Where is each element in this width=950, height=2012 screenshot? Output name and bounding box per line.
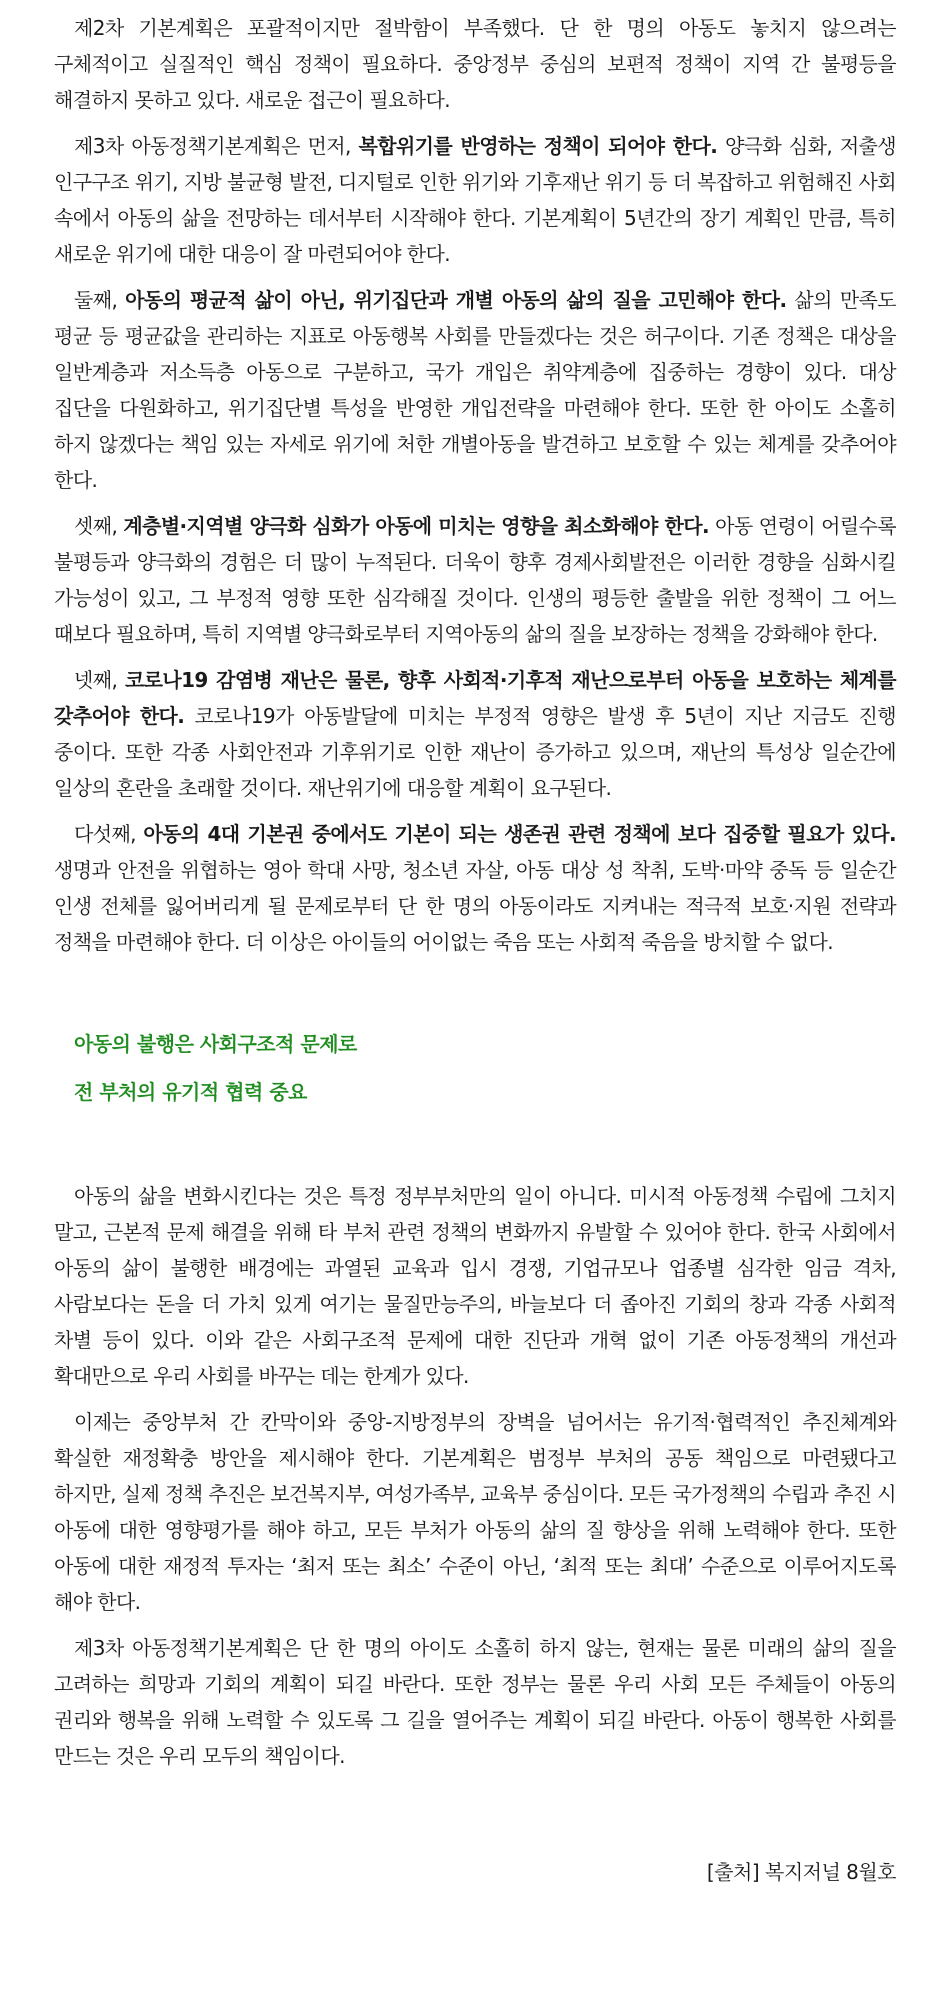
point-3-emphasis: 계층별·지역별 양극화 심화가 아동에 미치는 영향을 최소화해야 한다. [123, 514, 709, 538]
point-paragraph-2: 둘째, 아동의 평균적 삶이 아닌, 위기집단과 개별 아동의 삶의 질을 고민해야 한다. 삶의 만족도 평균 등 평균값을 관리하는 지표로 아동행복 사회를 만들겠다는 것은 허구이다. 기존 정책은 대상을 일반계층과 저소득층 아동으로 구분하고, 국가 개입은 취약계층에 집중하는 경향이 있다. 대상 집단을 다원화하고, 위기집단별 특성을 반영한 개입전략을 마련해야 한다. 또한 한 아이도 소홀히 하지 않겠다는 책임 있는 자세로 위기에 처한 개별아동을 발견하고 보호할 수 있는 체계를 갖추어야 한다. [54, 288, 896, 492]
section-paragraph-3: 제3차 아동정책기본계획은 단 한 명의 아이도 소홀히 하지 않는, 현재는 물론 미래의 삶의 질을 고려하는 희망과 기회의 계획이 되길 바란다. 또한 정부는 물론 우리 사회 모든 주체들이 아동의 권리와 행복을 위해 노력할 수 있도록 그 길을 열어주는 계획이 되길 바란다. 아동이 행복한 사회를 만드는 것은 우리 모두의 책임이다. [54, 1636, 896, 1768]
point-2-emphasis: 아동의 평균적 삶이 아닌, 위기집단과 개별 아동의 삶의 질을 고민해야 한다. [125, 288, 787, 312]
source-citation: [출처] 복지저널 8월호 [706, 1860, 896, 1884]
section-heading-line-1: 아동의 불행은 사회구조적 문제로 [74, 1032, 357, 1056]
point-1-emphasis: 복합위기를 반영하는 정책이 되어야 한다. [358, 134, 718, 158]
point-paragraph-5: 다섯째, 아동의 4대 기본권 중에서도 기본이 되는 생존권 관련 정책에 보다 집중할 필요가 있다. 생명과 안전을 위협하는 영아 학대 사망, 청소년 자살, 아동 대상 성 착취, 도박·마약 중독 등 일순간 인생 전체를 잃어버리게 될 문제로부터 단 한 명의 아동이라도 지켜내는 적극적 보호·지원 전략과 정책을 마련해야 한다. 더 이상은 아이들의 어이없는 죽음 또는 사회적 죽음을 방치할 수 없다. [54, 822, 896, 954]
section-paragraph-2: 이제는 중앙부처 간 칸막이와 중앙-지방정부의 장벽을 넘어서는 유기적·협력적인 추진체계와 확실한 재정확충 방안을 제시해야 한다. 기본계획은 범정부 부처의 공동 책임으로 마련됐다고 하지만, 실제 정책 추진은 보건복지부, 여성가족부, 교육부 중심이다. 모든 국가정책의 수립과 추진 시 아동에 대한 영향평가를 해야 하고, 모든 부처가 아동의 삶의 질 향상을 위해 노력해야 한다. 또한 아동에 대한 재정적 투자는 ‘최저 또는 최소’ 수준이 아닌, ‘최적 또는 최대’ 수준으로 이루어지도록 해야 한다. [54, 1410, 896, 1614]
point-4-emphasis: 코로나19 감염병 재난은 물론, 향후 사회적·기후적 재난으로부터 아동을 보호하는 체계를 갖추어야 한다. [54, 668, 896, 728]
intro-paragraph: 제2차 기본계획은 포괄적이지만 절박함이 부족했다. 단 한 명의 아동도 놓치지 않으려는 구체적이고 실질적인 핵심 정책이 필요하다. 중앙정부 중심의 보편적 정책이 지역 간 불평등을 해결하지 못하고 있다. 새로운 접근이 필요하다. [54, 16, 896, 112]
section-heading-line-2: 전 부처의 유기적 협력 중요 [74, 1080, 307, 1104]
section-paragraph-1: 아동의 삶을 변화시킨다는 것은 특정 정부부처만의 일이 아니다. 미시적 아동정책 수립에 그치지 말고, 근본적 문제 해결을 위해 타 부처 관련 정책의 변화까지 유발할 수 있어야 한다. 한국 사회에서 아동의 삶이 불행한 배경에는 과열된 교육과 입시 경쟁, 기업규모나 업종별 심각한 임금 격차, 사람보다는 돈을 더 가치 있게 여기는 물질만능주의, 바늘보다 더 좁아진 기회의 창과 각종 사회적 차별 등이 있다. 이와 같은 사회구조적 문제에 대한 진단과 개혁 없이 기존 아동정책의 개선과 확대만으로 우리 사회를 바꾸는 데는 한계가 있다. [54, 1184, 896, 1388]
point-paragraph-3: 셋째, 계층별·지역별 양극화 심화가 아동에 미치는 영향을 최소화해야 한다. 아동 연령이 어릴수록 불평등과 양극화의 경험은 더 많이 누적된다. 더욱이 향후 경제사회발전은 이러한 경향을 심화시킬 가능성이 있고, 그 부정적 영향 또한 심각해질 것이다. 인생의 평등한 출발을 위한 정책이 그 어느 때보다 필요하며, 특히 지역별 양극화로부터 지역아동의 삶의 질을 보장하는 정책을 강화해야 한다. [54, 514, 896, 646]
point-paragraph-1: 제3차 아동정책기본계획은 먼저, 복합위기를 반영하는 정책이 되어야 한다. 양극화 심화, 저출생 인구구조 위기, 지방 불균형 발전, 디지털로 인한 위기와 기후재난 위기 등 더 복잡하고 위험해진 사회 속에서 아동의 삶을 전망하는 데서부터 시작해야 한다. 기본계획이 5년간의 장기 계획인 만큼, 특히 새로운 위기에 대한 대응이 잘 마련되어야 한다. [54, 134, 896, 266]
section-heading [74, 1020, 896, 1116]
point-5-emphasis: 아동의 4대 기본권 중에서도 기본이 되는 생존권 관련 정책에 보다 집중할 필요가 있다. [143, 822, 896, 846]
point-paragraph-4: 넷째, 코로나19 감염병 재난은 물론, 향후 사회적·기후적 재난으로부터 아동을 보호하는 체계를 갖추어야 한다. 코로나19가 아동발달에 미치는 부정적 영향은 발생 후 5년이 지난 지금도 진행 중이다. 또한 각종 사회안전과 기후위기로 인한 재난이 증가하고 있으며, 재난의 특성상 일순간에 일상의 혼란을 초래할 것이다. 재난위기에 대응할 계획이 요구된다. [54, 668, 896, 800]
